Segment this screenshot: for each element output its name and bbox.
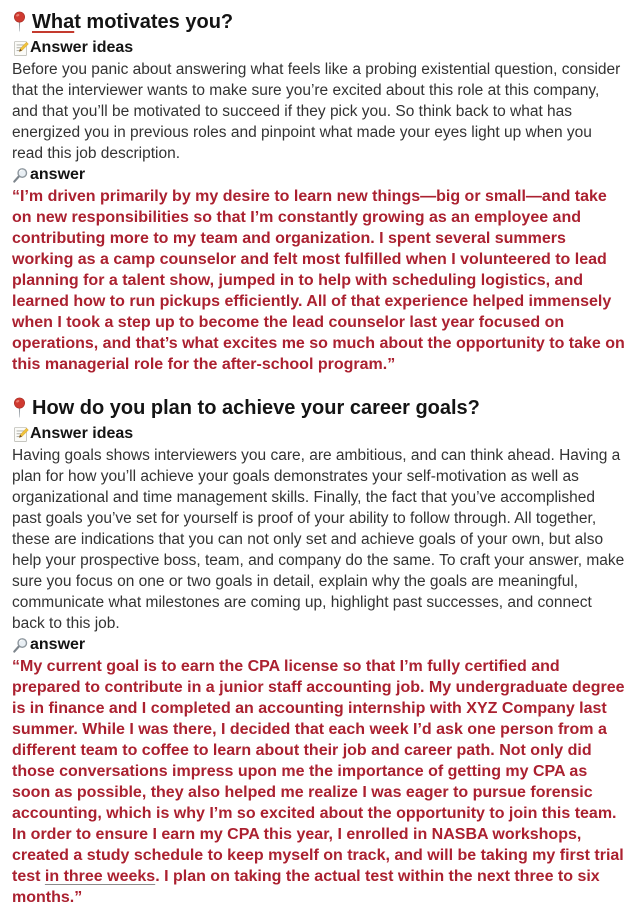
question-heading <box>12 395 627 421</box>
qa-section-career-goals <box>12 395 627 908</box>
magnifying-glass-icon <box>12 637 29 654</box>
memo-icon <box>12 426 29 443</box>
memo-icon <box>12 40 29 57</box>
qa-section-motivation <box>12 9 627 375</box>
answer-ideas-paragraph: Having goals shows interviewers you care, are ambitious, and can think ahead. Having a plan for how you’ll achieve your goals demonstrates your self-motivation as well as organizational and time management skills. Finally, the fact that you’ve accomplished past goals you’ve set for yourself is proof of your ability to follow through. All together, these are indications that you can not only set and achieve goals of your own, but also help your prospective boss, team, and company do the same. To craft your answer, make sure you focus on one or two goals in detail, explain why the goals are meaningful, communicate what milestones are coming up, highlight past successes, and connect back to this job. <box>12 447 625 632</box>
question-title: How do you plan to achieve your career goals? <box>32 397 480 419</box>
question-title-underlined-part: Wha <box>32 11 75 33</box>
question-title-rest: t motivates you? <box>74 11 234 33</box>
answer-label-text: answer <box>30 636 86 653</box>
answer-ideas-label-text: Answer ideas <box>30 425 134 442</box>
answer-ideas-label <box>12 38 627 58</box>
answer-ideas-paragraph: Before you panic about answering what feels like a probing existential question, consider that the interviewer wants to make sure you’re excited about this role at this company, and that you’ll be motivated to succeed if they pick you. So think back to what has energized you in previous roles and pinpoint what made your eyes light up when you read this job description. <box>12 61 621 162</box>
question-heading <box>12 9 627 35</box>
magnifying-glass-icon <box>12 167 29 184</box>
question-title <box>32 9 233 35</box>
answer-label <box>12 635 627 655</box>
sample-answer-part-after: . I plan on taking the actual test within the next three to six months.” <box>12 868 600 906</box>
answer-label-text: answer <box>30 166 86 183</box>
sample-answer-paragraph: “I’m driven primarily by my desire to learn new things—big or small—and take on new responsibilities so that I’m constantly growing as an employee and contributing more to my team and organization. I spent several summers working as a camp counselor and felt most fulfilled when I volunteered to lead planning for a talent show, jumped in to help with scheduling logistics, and learned how to run pickups efficiently. All of that experience helped immensely when I took a step up to become the lead counselor last year focused on operations, and that’s what excites me so much about the opportunity to take on this managerial role for the after-school program.” <box>12 188 625 373</box>
sample-answer-paragraph <box>12 656 627 908</box>
answer-ideas-label <box>12 424 627 444</box>
sample-answer-part-before: “My current goal is to earn the CPA license so that I’m fully certified and prepared to contribute in a junior staff accounting job. My undergraduate degree is in finance and I completed an accounting internship with XYZ Company last summer. While I was there, I decided that each week I’d ask one person from a different team to coffee to learn about their job and career path. Not only did those conversations impress upon me the importance of getting my CPA as soon as possible, they also helped me realize I was eager to pursue forensic accounting, which is why I’m so excited about the opportunity to join this team. In order to ensure I earn my CPA this year, I enrolled in NASBA workshops, created a study schedule to keep myself on track, and will be taking my first trial test <box>12 658 625 885</box>
round-pushpin-icon <box>12 10 27 34</box>
in-three-weeks-link[interactable]: in three weeks <box>44 868 156 885</box>
round-pushpin-icon <box>12 396 27 420</box>
answer-label <box>12 165 627 185</box>
answer-ideas-label-text: Answer ideas <box>30 39 134 56</box>
